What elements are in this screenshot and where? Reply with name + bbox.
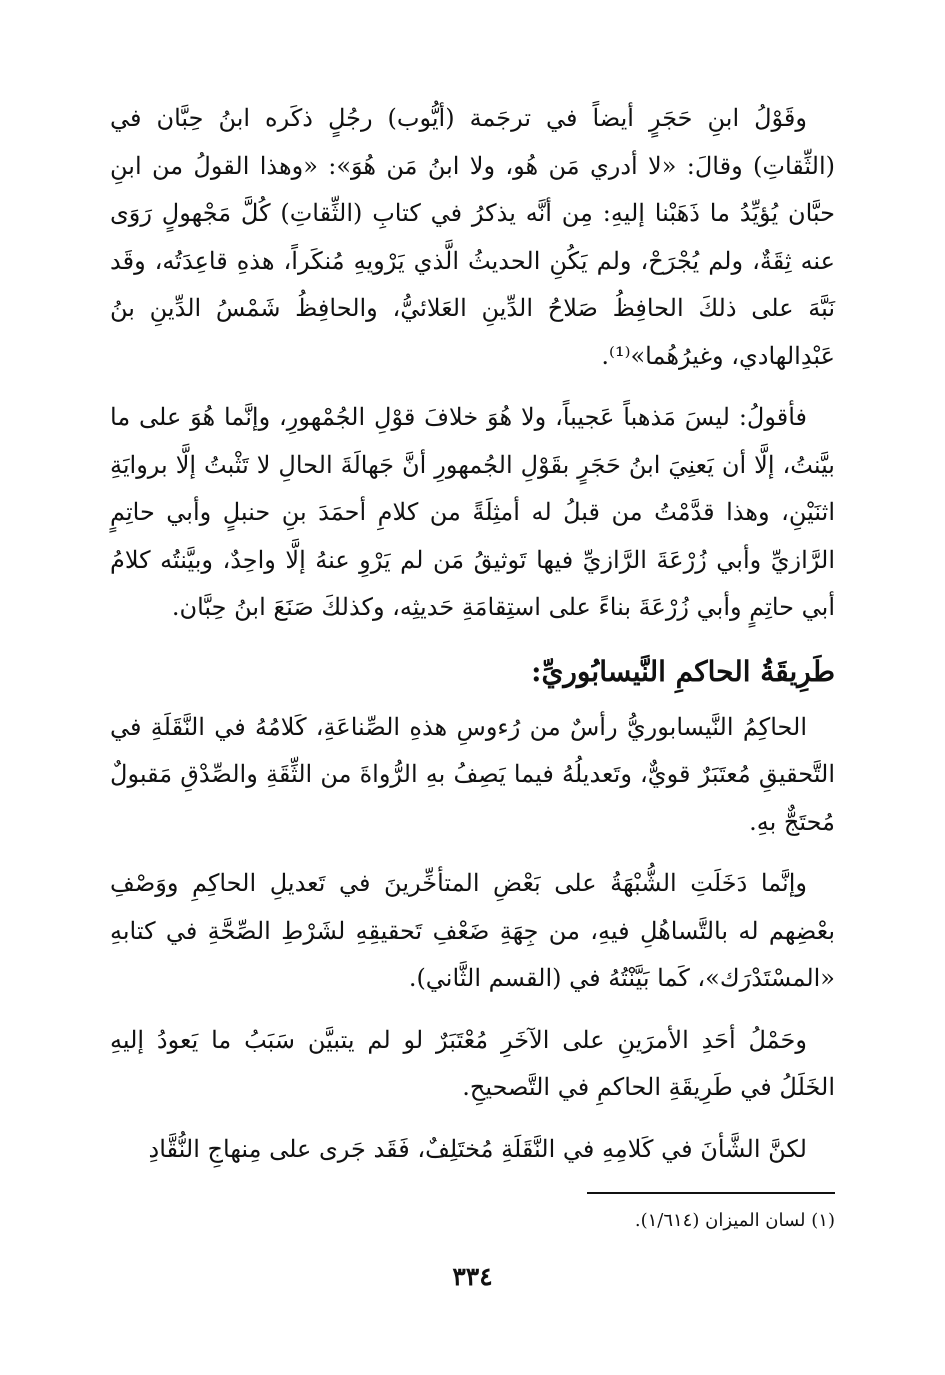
section-heading: طَرِيقَةُ الحاكمِ النَّيسابُوريِّ: <box>531 654 835 688</box>
paragraph-ibn-hajar-quote: وقَوْلُ ابنِ حَجَرٍ أيضاً في ترجَمة (أيُّوب) رجُلٍ ذكَره ابنُ حِبَّان في (الثِّقاتِ) وقالَ: «لا أدري مَن هُو، ولا ابنُ مَن هُوَ»: «وهذا القولُ من ابنِ حبَّان يُؤيِّدُ ما ذَهَبْنا إليهِ: مِن أنَّه يذكرُ في كتابِ (الثِّقاتِ) كُلَّ مَجْهولٍ رَوَى عنه ثِقَةٌ، ولم يُجْرَحْ، ولم يَكُنِ الحديثُ الَّذي يَرْويهِ مُنكَراً، هذهِ قاعِدَتُه، وقَد نَبَّهَ على ذلكَ الحافِظُ صَلاحُ الدِّينِ العَلائيُّ، والحافِظُ شَمْسُ الدِّينِ بنُ عَبْدِالهادي، وغيرُهُما»⁽¹⁾. <box>110 104 836 370</box>
footnote-divider <box>587 1192 835 1194</box>
footnote: (١) لسان الميزان (١/٦١٤). <box>634 1210 835 1231</box>
page-number: ٣٣٤ <box>452 1262 493 1291</box>
paragraph-hakim-method: لكنَّ الشَّأنَ في كَلامِهِ في النَّقَلَةِ مُختَلِفٌ، فَقَد جَرى على مِنهاجِ النُّقَّادِ <box>148 1134 807 1163</box>
paragraph-author-response: فأقولُ: ليسَ مَذهباً عَجيباً، ولا هُوَ خلافَ قوْلِ الجُمْهورِ، وإنَّما هُوَ على ما بيَّنتُ، إلَّا أن يَعنِيَ ابنُ حَجَرٍ بقَوْلِ الجُمهورِ أنَّ جَهالَةَ الحالِ لا تَثْبتُ إلَّا بروايَةِ اثنَيْنِ، وهذا قدَّمْتُ من قبلُ له أمثِلَةً من كلامِ أحمَدَ بنِ حنبلٍ وأبي حاتِمٍ الرَّازيِّ وأبي زُرْعَةَ الرَّازيِّ فيها تَوثيقُ مَن لم يَرْوِ عنهُ إلَّا واحِدٌ، وبيَّنتُه كلامُ أبي حاتِمٍ وأبي زُرْعَةَ بناءً على استِقامَةِ حَديثِه، وكذلكَ صَنَعَ ابنُ حِبَّان. <box>110 403 835 621</box>
paragraph-hakim-flaw: وحَمْلُ أحَدِ الأمرَينِ على الآخَرِ مُعْتَبَرٌ لو لم يتبيَّن سَبَبُ ما يَعودُ إليهِ الخَلَلُ في طَرِيقَةِ الحاكمِ في التَّصحيحِ. <box>110 1025 835 1101</box>
page-body <box>110 95 835 1187</box>
paragraph-hakim-criticism: وإنَّما دَخَلَتِ الشُّبْهَةُ على بَعْضِ المتأخِّرينَ في تَعديلِ الحاكِمِ ووَصْفِ بعْضِهم له بالتَّساهُلِ فيهِ، من جِهَةِ ضَعْفِ تَحقيقِهِ لشَرْطِ الصِّحَّةِ في كتابهِ «المسْتَدْرَك»، كَما بَيَّنْتُهُ في (القسم الثَّاني). <box>110 869 835 992</box>
paragraph-hakim-status: الحاكِمُ النَّيسابوريُّ رأسٌ من رُءوسِ هذهِ الصِّناعَةِ، كَلامُهُ في النَّقَلَةِ في التَّحقيقِ مُعتَبَرٌ قويٌّ، وتَعديلُهُ فيما يَصِفُ بهِ الرُّواةَ من الثِّقَةِ والصِّدْقِ مَقبولٌ مُحتَجٌّ بهِ. <box>110 712 835 836</box>
